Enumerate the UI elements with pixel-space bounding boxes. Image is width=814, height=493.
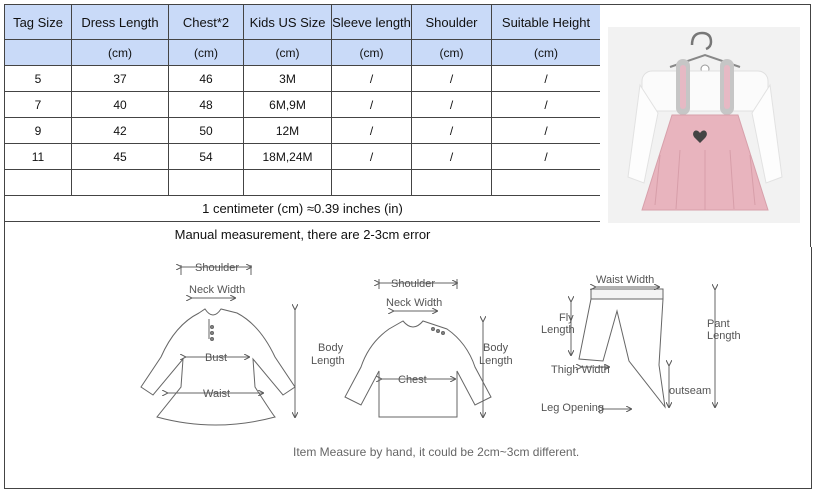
table-row [5, 118, 601, 144]
table-cell: / [412, 66, 492, 92]
table-header-row [5, 5, 601, 40]
header-cell: Suitable Height [492, 5, 601, 40]
unit-cell: (cm) [169, 40, 244, 66]
table-cell: 3M [244, 66, 332, 92]
product-photo-cell [600, 4, 811, 248]
dress-neck-label: Neck Width [189, 284, 246, 296]
table-cell: / [412, 118, 492, 144]
product-photo [600, 5, 810, 247]
shirt-neck-label: Neck Width [386, 297, 443, 309]
table-cell: 12M [244, 118, 332, 144]
conversion-note-row [5, 196, 601, 222]
table-cell [169, 170, 244, 196]
table-cell: / [332, 66, 412, 92]
dress-length-label: Length [311, 355, 345, 367]
table-cell: / [332, 144, 412, 170]
table-cell: 5 [5, 66, 72, 92]
error-note: Manual measurement, there are 2-3cm error [5, 222, 601, 248]
unit-cell [5, 40, 72, 66]
table-cell [332, 170, 412, 196]
table-cell: 48 [169, 92, 244, 118]
pants-leg-opening-label: Leg Opening [541, 402, 604, 414]
header-cell: Shoulder [412, 5, 492, 40]
header-cell: Chest*2 [169, 5, 244, 40]
error-note-row [5, 222, 601, 248]
size-table [4, 4, 601, 248]
dress-body-label: Body [318, 342, 344, 354]
table-cell: 45 [72, 144, 169, 170]
table-cell [412, 170, 492, 196]
pants-fly-length-label: Length [541, 324, 575, 336]
unit-cell: (cm) [332, 40, 412, 66]
pants-thigh-label: Thigh Width [551, 364, 610, 376]
measure-diagram-panel [4, 247, 812, 489]
conversion-note: 1 centimeter (cm) ≈0.39 inches (in) [5, 196, 601, 222]
table-cell: 50 [169, 118, 244, 144]
table-cell: 6M,9M [244, 92, 332, 118]
table-cell: 40 [72, 92, 169, 118]
table-cell: 54 [169, 144, 244, 170]
shirt-body-label: Body [483, 342, 509, 354]
shirt-shoulder-label: Shoulder [391, 278, 436, 290]
pants-fly-label: Fly [559, 312, 574, 324]
unit-cell: (cm) [72, 40, 169, 66]
table-cell: / [492, 66, 601, 92]
measurement-diagram [5, 247, 811, 488]
table-cell: 18M,24M [244, 144, 332, 170]
unit-cell: (cm) [492, 40, 601, 66]
header-cell: Tag Size [5, 5, 72, 40]
header-cell: Sleeve length [332, 5, 412, 40]
measure-caption: Item Measure by hand, it could be 2cm~3cm different. [293, 445, 580, 459]
table-cell [5, 170, 72, 196]
table-row-empty [5, 170, 601, 196]
header-cell: Kids US Size [244, 5, 332, 40]
table-row [5, 92, 601, 118]
header-cell: Dress Length [72, 5, 169, 40]
table-cell: 11 [5, 144, 72, 170]
unit-cell: (cm) [412, 40, 492, 66]
pants-waist-label: Waist Width [596, 274, 655, 286]
table-cell: / [412, 92, 492, 118]
dress-waist-label: Waist [203, 388, 231, 400]
table-row [5, 144, 601, 170]
table-cell: 42 [72, 118, 169, 144]
table-cell [244, 170, 332, 196]
table-cell: / [492, 118, 601, 144]
table-cell: / [332, 118, 412, 144]
table-cell: 7 [5, 92, 72, 118]
pants-pant-label: Pant [707, 318, 730, 330]
dress-shoulder-label: Shoulder [195, 262, 240, 274]
shirt-length-label: Length [479, 355, 513, 367]
table-cell: / [332, 92, 412, 118]
pants-pant-length-label: Length [707, 330, 741, 342]
pants-outseam-label: outseam [669, 385, 712, 397]
table-cell: 9 [5, 118, 72, 144]
dress-bust-label: Bust [205, 352, 228, 364]
table-cell [72, 170, 169, 196]
table-cell: / [492, 92, 601, 118]
table-unit-row [5, 40, 601, 66]
table-cell: / [412, 144, 492, 170]
table-cell: 37 [72, 66, 169, 92]
table-cell: / [492, 144, 601, 170]
table-row [5, 66, 601, 92]
unit-cell: (cm) [244, 40, 332, 66]
table-cell: 46 [169, 66, 244, 92]
table-cell [492, 170, 601, 196]
shirt-chest-label: Chest [398, 374, 427, 386]
